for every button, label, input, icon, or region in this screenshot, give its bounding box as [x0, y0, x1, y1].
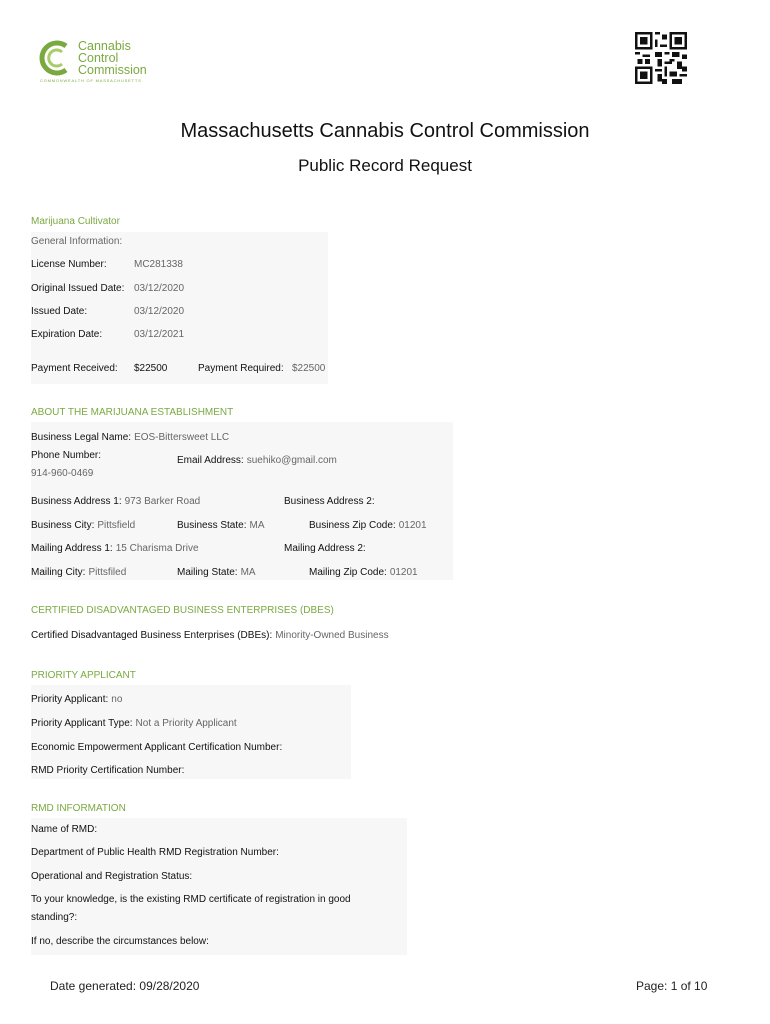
business-zip-label: Business Zip Code:	[309, 520, 396, 531]
priority-applicant-label: Priority Applicant:	[31, 694, 109, 705]
cannabis-control-commission-logo	[36, 38, 166, 84]
dbe-label: Certified Disadvantaged Business Enterprises (DBEs):	[31, 630, 273, 641]
economic-empowerment-label: Economic Empowerment Applicant Certification Number:	[31, 742, 283, 753]
business-state-value: MA	[249, 520, 265, 531]
original-issued-value: 03/12/2020	[134, 283, 185, 294]
business-address-2-label: Business Address 2:	[284, 496, 375, 507]
business-city-value: Pittsfield	[97, 520, 136, 531]
mailing-address-2-row	[284, 538, 369, 556]
mailing-zip-row	[309, 562, 418, 580]
rmd-name-label: Name of RMD:	[31, 824, 98, 835]
mailing-state-value: MA	[240, 567, 256, 578]
mailing-zip-label: Mailing Zip Code:	[309, 567, 387, 578]
dbe-value: Minority-Owned Business	[275, 630, 389, 641]
business-address-1-label: Business Address 1:	[31, 496, 122, 507]
mailing-address-1-label: Mailing Address 1:	[31, 543, 113, 554]
priority-type-row	[31, 713, 237, 731]
license-number-label: License Number:	[31, 259, 107, 270]
dbe-row	[31, 625, 389, 643]
operational-status-label: Operational and Registration Status:	[31, 871, 193, 882]
rmd-box	[31, 818, 407, 955]
priority-type-value: Not a Priority Applicant	[135, 718, 237, 729]
priority-type-label: Priority Applicant Type:	[31, 718, 133, 729]
business-zip-value: 01201	[398, 520, 427, 531]
business-address-2-row	[284, 491, 378, 509]
logo-line-1: Cannabis	[78, 39, 131, 53]
email-label: Email Address:	[177, 455, 244, 466]
mailing-address-2-label: Mailing Address 2:	[284, 543, 366, 554]
legal-name-label: Business Legal Name:	[31, 432, 132, 443]
rmd-heading: RMD INFORMATION	[31, 803, 126, 814]
phone-value: 914-960-0469	[31, 468, 94, 479]
mailing-city-row	[31, 562, 126, 580]
rmd-priority-row	[31, 760, 187, 778]
payment-required-value: $22500	[292, 363, 326, 374]
payment-received-value: $22500	[134, 363, 168, 374]
circumstances-label: If no, describe the circumstances below:	[31, 936, 209, 947]
issued-date-label: Issued Date:	[31, 306, 88, 317]
business-state-row	[177, 515, 264, 533]
payment-required-label: Payment Required:	[198, 363, 284, 374]
qr-code-icon	[635, 32, 687, 84]
economic-empowerment-row	[31, 737, 285, 755]
date-generated: Date generated: 09/28/2020	[50, 979, 200, 993]
priority-heading: PRIORITY APPLICANT	[31, 670, 136, 681]
logo-line-2: Control	[78, 51, 119, 65]
legal-name-value: EOS-Bittersweet LLC	[134, 432, 230, 443]
logo-subtitle: COMMONWEALTH OF MASSACHUSETTS	[40, 78, 142, 83]
priority-applicant-row	[31, 689, 122, 707]
priority-applicant-value: no	[111, 694, 123, 705]
good-standing-label-line-2: standing?:	[31, 912, 78, 923]
email-value: suehiko@gmail.com	[246, 455, 337, 466]
email-row	[177, 450, 337, 468]
mailing-address-1-value: 15 Charisma Drive	[115, 543, 199, 554]
mailing-state-label: Mailing State:	[177, 567, 238, 578]
license-number-value: MC281338	[134, 259, 183, 270]
business-zip-row	[309, 515, 427, 533]
legal-name-row	[31, 427, 229, 445]
phone-label: Phone Number:	[31, 450, 102, 461]
page-title: Massachusetts Cannabis Control Commission	[180, 120, 590, 142]
issued-date-value: 03/12/2020	[134, 306, 185, 317]
dph-registration-label: Department of Public Health RMD Registration Number:	[31, 847, 279, 858]
business-state-label: Business State:	[177, 520, 247, 531]
rmd-priority-label: RMD Priority Certification Number:	[31, 765, 185, 776]
payment-received-label: Payment Received:	[31, 363, 118, 374]
general-info-heading: General Information:	[31, 236, 123, 247]
original-issued-label: Original Issued Date:	[31, 283, 125, 294]
mailing-city-value: Pittsfiled	[88, 567, 127, 578]
business-address-1-row	[31, 491, 200, 509]
page-subtitle: Public Record Request	[298, 156, 472, 175]
dbe-heading: CERTIFIED DISADVANTAGED BUSINESS ENTERPRISES (DBES)	[31, 605, 334, 616]
business-address-1-value: 973 Barker Road	[124, 496, 201, 507]
mailing-city-label: Mailing City:	[31, 567, 86, 578]
business-city-row	[31, 515, 135, 533]
mailing-state-row	[177, 562, 256, 580]
logo-line-3: Commission	[78, 63, 147, 77]
good-standing-label-line-1: To your knowledge, is the existing RMD certificate of registration in good	[31, 894, 351, 905]
mailing-address-1-row	[31, 538, 199, 556]
license-category: Marijuana Cultivator	[31, 216, 120, 227]
expiration-date-label: Expiration Date:	[31, 329, 103, 340]
expiration-date-value: 03/12/2021	[134, 329, 185, 340]
business-city-label: Business City:	[31, 520, 95, 531]
page-number: Page: 1 of 10	[636, 979, 708, 993]
logo-ring-icon	[36, 38, 76, 78]
establishment-heading: ABOUT THE MARIJUANA ESTABLISHMENT	[31, 407, 234, 418]
mailing-zip-value: 01201	[389, 567, 418, 578]
